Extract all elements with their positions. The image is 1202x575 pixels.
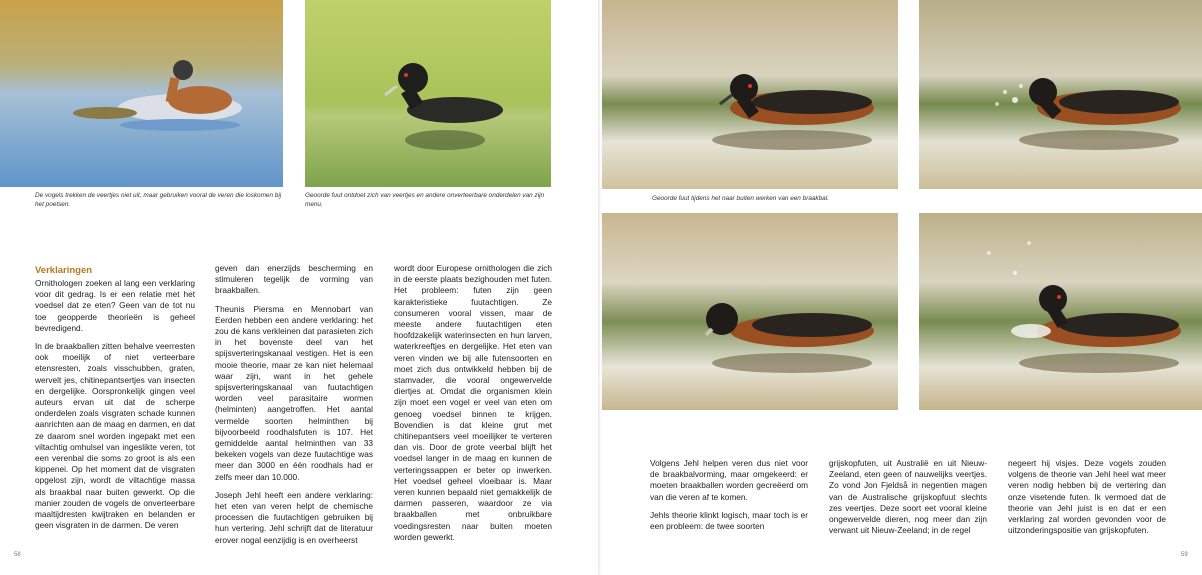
right-column-3: [1008, 458, 1166, 543]
left-column-1: [35, 278, 195, 538]
paragraph: Ornithologen zoeken al lang een verklaring voor dit gedrag. Is er een relatie met het voedsel dat ze eten? Geen van de tot nu toe geopperde theorieën is geheel bevredigend.: [35, 278, 195, 333]
photo-grebe-sequence-1: [602, 0, 898, 189]
photo1-caption: De vogels trekken de veertjes niet uit, maar gebruiken vooral de veren die loskomen bij het poetsen.: [35, 192, 282, 208]
photo-preening-grebe: [0, 0, 283, 187]
photo-grebe-sequence-4: [919, 213, 1202, 410]
paragraph: Jehls theorie klinkt logisch, maar toch is er een probleem: de twee soorten: [650, 509, 808, 532]
paragraph: negeert hij visjes. Deze vogels zouden volgens de theorie van Jehl heel wat meer veren nodig hebben bij de vertering dan onze visetende futen. Ik vermoed dat de theorie van Jehl juist is en dat er een verklaring zal worden gevonden voor de uitzonderingspositie van grijskopfuten.: [1008, 458, 1166, 536]
photo-grebe-sequence-2: [919, 0, 1202, 189]
page-number: 58: [14, 552, 21, 558]
sequence-caption: Geoorde fuut tijdens het naar buiten werken van een braakbal.: [652, 195, 829, 202]
paragraph: Joseph Jehl heeft een andere verklaring: het eten van veren helpt de chemische processen die fuutachtigen gebruiken bij hun vertering. Jehl schrijft dat de literatuur erover nogal eenzijdig is en overheerst: [215, 489, 373, 545]
left-page: [0, 0, 600, 575]
photo-grebe-sequence-3: [602, 213, 898, 410]
paragraph: Volgens Jehl helpen veren dus niet voor de braakbalvorming, maar omgekeerd: er moeten braakballen worden gecreëerd om van die veren af te komen.: [650, 458, 808, 502]
right-page: [602, 0, 1202, 575]
paragraph: In de braakballen zitten behalve veerresten ook moeilijk of niet verteerbare etensresten, zoals visschubben, graten, wervelt jes, chitinepantsertjes van insecten en dergelijke. Oorspronkelijk gingen veel auteurs ervan uit dat de scherpe onderdelen zoals visgraten schade kunnen aanrichten aan de maag en darmen, en dat ze daarom snel worden ingepakt met een viltachtig omhulsel van ingesliktе veren, tot een verenbal die soms zo groot is als een kippenei. Op het moment dat de visgraten opgelost zijn, wordt de viltachtige massa als braakbal naar buiten gewerkt. Op die manier zouden de vogels de onverteerbare maaltijdresten kwijtraken en belanden er geen visgraten in de darmen. De veren: [35, 341, 195, 531]
right-column-1: [650, 458, 808, 539]
paragraph: grijskopfuten, uit Australië en uit Nieuw-Zeeland, eten geen of nauwelijks veertjes. Zo vond Jon Fjeldså in negentien magen van de Australische grijskopfuut slechts zes veertjes. Deze soort eet vooral kleine ongewervelde dieren, nog meer dan zijn verwant uit Nieuw-Zeeland; in de regel: [829, 458, 987, 536]
left-column-2: [215, 263, 373, 553]
paragraph: wordt door Europese ornithologen die zich in de eerste plaats bezighouden met futen. Het probleem: futen zijn geen karakteristieke fuutachtigen. Ze consumeren vooral vissen, maar de meeste andere fuutachtigen eten hoofdzakelijk waterinsecten en hun larven, waterkreeftjes en dergelijke. Het eten van veren vinden we bij alle futensoorten en moet zich dus ontwikkeld hebben bij de stamvader, die vooral ongewervelde diertjes at. Omdat die organismen klein zijn moet een vogel er veel van eten om genoeg voedsel binnen te krijgen. Bovendien is dat kleine grut met chitinepantsers veel moeilijker te verteren dan vis. Door de grote veerbal blijft het voedsel langer in de maag en kunnen de verteringssappen er beter op inwerken. Het voedsel geheel vloeibaar is. Maar veren kunnen bepaald niet gemakkelijk de darmen passeren, waardoor ze via braakballen met onbruikbare voedingsresten naar buiten moeten worden gewerkt.: [394, 263, 552, 542]
right-column-2: [829, 458, 987, 543]
left-column-3: [394, 263, 552, 550]
photo2-caption: Geoorde fuut ontdoet zich van veertjes en andere onverteerbare onderdelen van zijn menu.: [305, 192, 545, 208]
section-heading: Verklaringen: [35, 265, 93, 276]
paragraph: geven dan enerzijds bescherming en stimuleren tegelijk de vorming van braakballen.: [215, 263, 373, 296]
paragraph: Theunis Piersma en Mennobart van Eerden hebben een andere verklaring: het zou de kans verkleinen dat parasieten zich in het bovenste deel van het spijsverteringskanaal vestigen. Het is een mooie theorie, maar ze kan niet helemaal waar zijn, want in het gehele spijsverteringskanaal van fuutachtigen worden veel parasitaire wormen (helminten) aangetroffen. Het aantal vermelde soorten helminthen bij bijvoorbeeld roodhalsfuten is 107. Het gemiddelde aantal helminthen van 33 bekeken vogels van deze fuutachtige was meer dan 3000 en één roodhals had er zelfs meer dan 10.000.: [215, 303, 373, 482]
photo-grebe-with-feather: [305, 0, 551, 187]
page-number: 59: [1181, 552, 1188, 558]
